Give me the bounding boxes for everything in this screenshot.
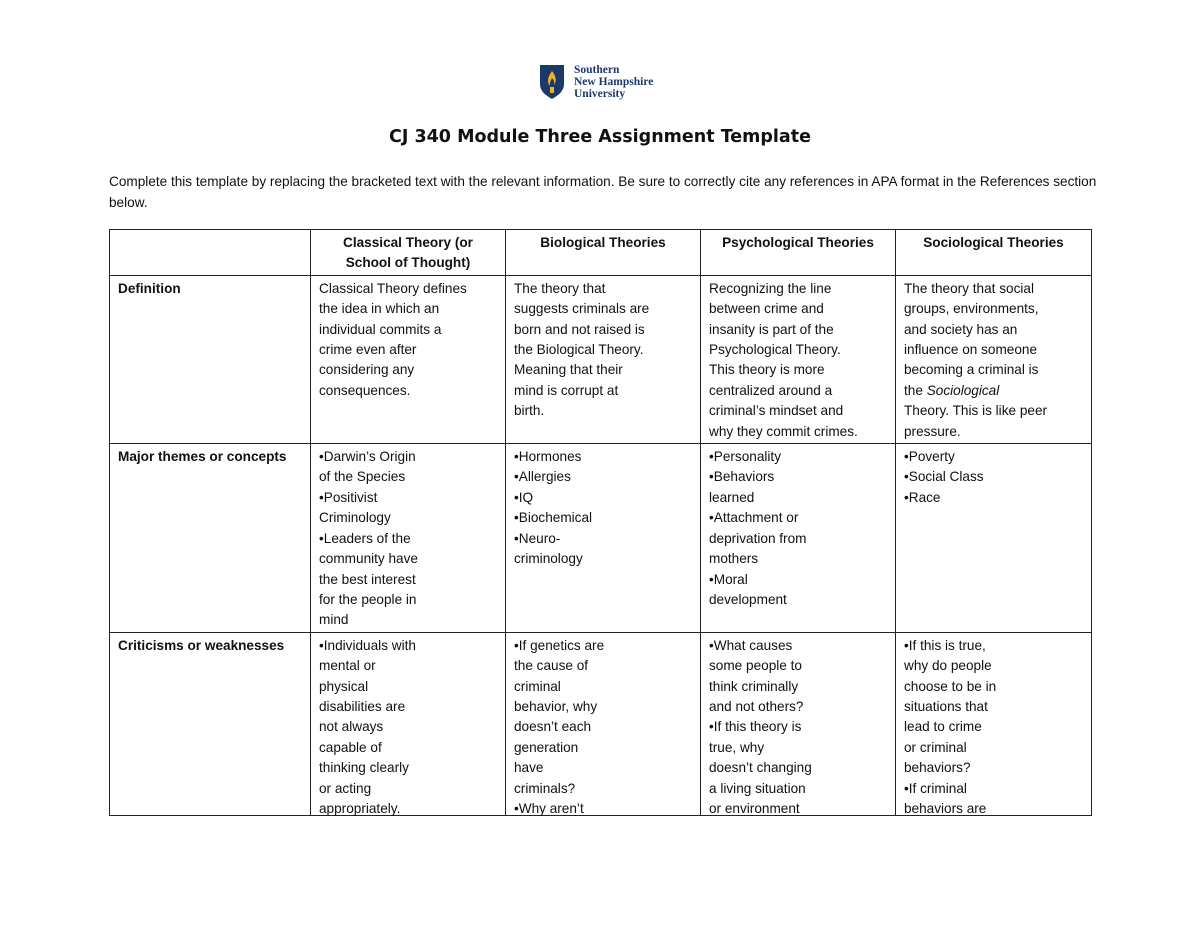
row-label-themes: Major themes or concepts <box>110 444 311 633</box>
shield-flame-icon <box>539 64 565 100</box>
cell-line: or acting <box>319 780 372 796</box>
criticisms-psychological <box>709 636 887 816</box>
cell-line: •Race <box>904 489 941 505</box>
cell-line: doesn’t changing <box>709 760 812 776</box>
cell-line: crime even after <box>319 342 417 358</box>
cell-line: learned <box>709 489 755 505</box>
definition-biological <box>506 275 701 443</box>
cell-line: considering any <box>319 362 415 378</box>
criticisms-biological <box>514 636 692 816</box>
cell-line: development <box>709 591 787 607</box>
cell-line: think criminally <box>709 678 799 694</box>
logo-line-3: University <box>574 88 626 100</box>
document-title: CJ 340 Module Three Assignment Template <box>389 127 811 147</box>
cell-line: behaviors? <box>904 760 971 776</box>
cell-line: Recognizing the line <box>709 280 832 296</box>
cell-line: choose to be in <box>904 678 997 694</box>
cell-line: community have <box>319 551 418 567</box>
cell-line: influence on someone <box>904 342 1038 358</box>
criticisms-biological-cell <box>506 632 701 815</box>
cell-line: •Attachment or <box>709 510 799 526</box>
criticisms-sociological <box>904 636 1083 816</box>
cell-line: •Leaders of the <box>319 530 411 546</box>
cell-line: lead to crime <box>904 719 982 735</box>
cell-line: mental or <box>319 658 376 674</box>
instructions-paragraph: Complete this template by replacing the bracketed text with the relevant information. Be sure to correctly cite any references in APA format in the References section below. <box>109 174 1097 210</box>
header-blank-cell <box>110 230 311 276</box>
cell-line: a living situation <box>709 780 806 796</box>
cell-line: becoming a criminal is <box>904 362 1039 378</box>
logo-line-2: New Hampshire <box>574 76 654 88</box>
row-label-criticisms: Criticisms or weaknesses <box>110 632 311 815</box>
cell-line: insanity is part of the <box>709 321 834 337</box>
cell-line: •Poverty <box>904 449 955 465</box>
themes-psychological <box>701 444 896 633</box>
cell-line: behavior, why <box>514 698 598 714</box>
cell-line: individual commits a <box>319 321 442 337</box>
cell-line: generation <box>514 739 579 755</box>
cell-line: •What causes <box>709 637 793 653</box>
cell-line: •Personality <box>709 449 782 465</box>
cell-line: Psychological Theory. <box>709 342 841 358</box>
cell-line: •Behaviors <box>709 469 775 485</box>
cell-line: criminology <box>514 551 583 567</box>
cell-line: or criminal <box>904 739 967 755</box>
table-row-themes <box>110 444 1092 633</box>
cell-line: •Darwin’s Origin <box>319 449 416 465</box>
header-psychological: Psychological Theories <box>701 230 896 276</box>
cell-line: capable of <box>319 739 382 755</box>
cell-line: some people to <box>709 658 802 674</box>
cell-line: for the people in <box>319 591 417 607</box>
cell-line: why do people <box>904 658 992 674</box>
cell-line: •Allergies <box>514 469 571 485</box>
criticisms-classical-cell <box>311 632 506 815</box>
cell-line: •Why aren’t <box>514 800 584 816</box>
cell-line: birth. <box>514 403 545 419</box>
cell-line: the best interest <box>319 571 416 587</box>
cell-line: •Neuro- <box>514 530 561 546</box>
cell-line: criminal’s mindset and <box>709 403 844 419</box>
cell-line: appropriately. <box>319 800 401 816</box>
cell-line: doesn’t each <box>514 719 592 735</box>
table-row-definition <box>110 275 1092 443</box>
cell-line: suggests criminals are <box>514 301 650 317</box>
cell-line: the Sociological <box>904 382 1000 398</box>
theories-table <box>109 229 1092 816</box>
criticisms-psychological-cell <box>701 632 896 815</box>
cell-line: pressure. <box>904 423 961 439</box>
definition-sociological <box>896 275 1092 443</box>
cell-line: or environment <box>709 800 800 816</box>
cell-line: groups, environments, <box>904 301 1039 317</box>
cell-line: Criminology <box>319 510 391 526</box>
cell-line: •IQ <box>514 489 534 505</box>
cell-line: •Social Class <box>904 469 984 485</box>
cell-line: deprivation from <box>709 530 807 546</box>
cell-line: criminals? <box>514 780 576 796</box>
cell-line: disabilities are <box>319 698 406 714</box>
cell-line: consequences. <box>319 382 411 398</box>
cell-line: thinking clearly <box>319 760 409 776</box>
cell-line: of the Species <box>319 469 406 485</box>
cell-line: physical <box>319 678 369 694</box>
cell-line: the cause of <box>514 658 589 674</box>
cell-line: the idea in which an <box>319 301 440 317</box>
header-sociological: Sociological Theories <box>896 230 1092 276</box>
cell-line: not always <box>319 719 384 735</box>
cell-line: and society has an <box>904 321 1018 337</box>
row-label-definition: Definition <box>110 275 311 443</box>
cell-line: •If genetics are <box>514 637 605 653</box>
themes-classical <box>311 444 506 633</box>
criticisms-sociological-cell <box>896 632 1092 815</box>
cell-line: •If this is true, <box>904 637 986 653</box>
cell-line: •If criminal <box>904 780 967 796</box>
logo-line-1: Southern <box>574 64 620 76</box>
header-classical <box>311 230 506 276</box>
cell-line: The theory that social <box>904 280 1034 296</box>
logo-wordmark <box>574 64 653 100</box>
italic-term: Sociological <box>926 382 1000 398</box>
definition-classical <box>311 275 506 443</box>
cell-line: mind <box>319 612 349 628</box>
cell-line: between crime and <box>709 301 824 317</box>
cell-line: •Positivist <box>319 489 378 505</box>
header-classical-line-2: School of Thought) <box>345 255 471 271</box>
cell-line: criminal <box>514 678 561 694</box>
cell-line: •Hormones <box>514 449 582 465</box>
cell-line: •Moral <box>709 571 748 587</box>
cell-line: This theory is more <box>709 362 825 378</box>
cell-line: mind is corrupt at <box>514 382 619 398</box>
cell-line: Classical Theory defines <box>319 280 467 296</box>
cell-line: behaviors are <box>904 800 987 816</box>
cell-line: mothers <box>709 551 759 567</box>
cell-line: and not others? <box>709 698 804 714</box>
themes-sociological <box>896 444 1092 633</box>
table-header-row <box>110 230 1092 276</box>
header-classical-line-1: Classical Theory (or <box>343 235 473 250</box>
header-biological: Biological Theories <box>506 230 701 276</box>
cell-line: •Individuals with <box>319 637 416 653</box>
cell-line: the Biological Theory. <box>514 342 644 358</box>
cell-line: •If this theory is <box>709 719 802 735</box>
themes-biological <box>506 444 701 633</box>
cell-line: •Biochemical <box>514 510 593 526</box>
criticisms-classical <box>319 636 497 816</box>
cell-line: born and not raised is <box>514 321 645 337</box>
definition-psychological <box>701 275 896 443</box>
cell-line: Meaning that their <box>514 362 623 378</box>
cell-line: centralized around a <box>709 382 833 398</box>
cell-line: true, why <box>709 739 765 755</box>
cell-line: have <box>514 760 544 776</box>
cell-line: why they commit crimes. <box>709 423 858 439</box>
cell-line: situations that <box>904 698 988 714</box>
table-row-criticisms <box>110 632 1092 815</box>
snhu-logo <box>539 64 653 100</box>
cell-line: The theory that <box>514 280 606 296</box>
cell-line: Theory. This is like peer <box>904 403 1048 419</box>
